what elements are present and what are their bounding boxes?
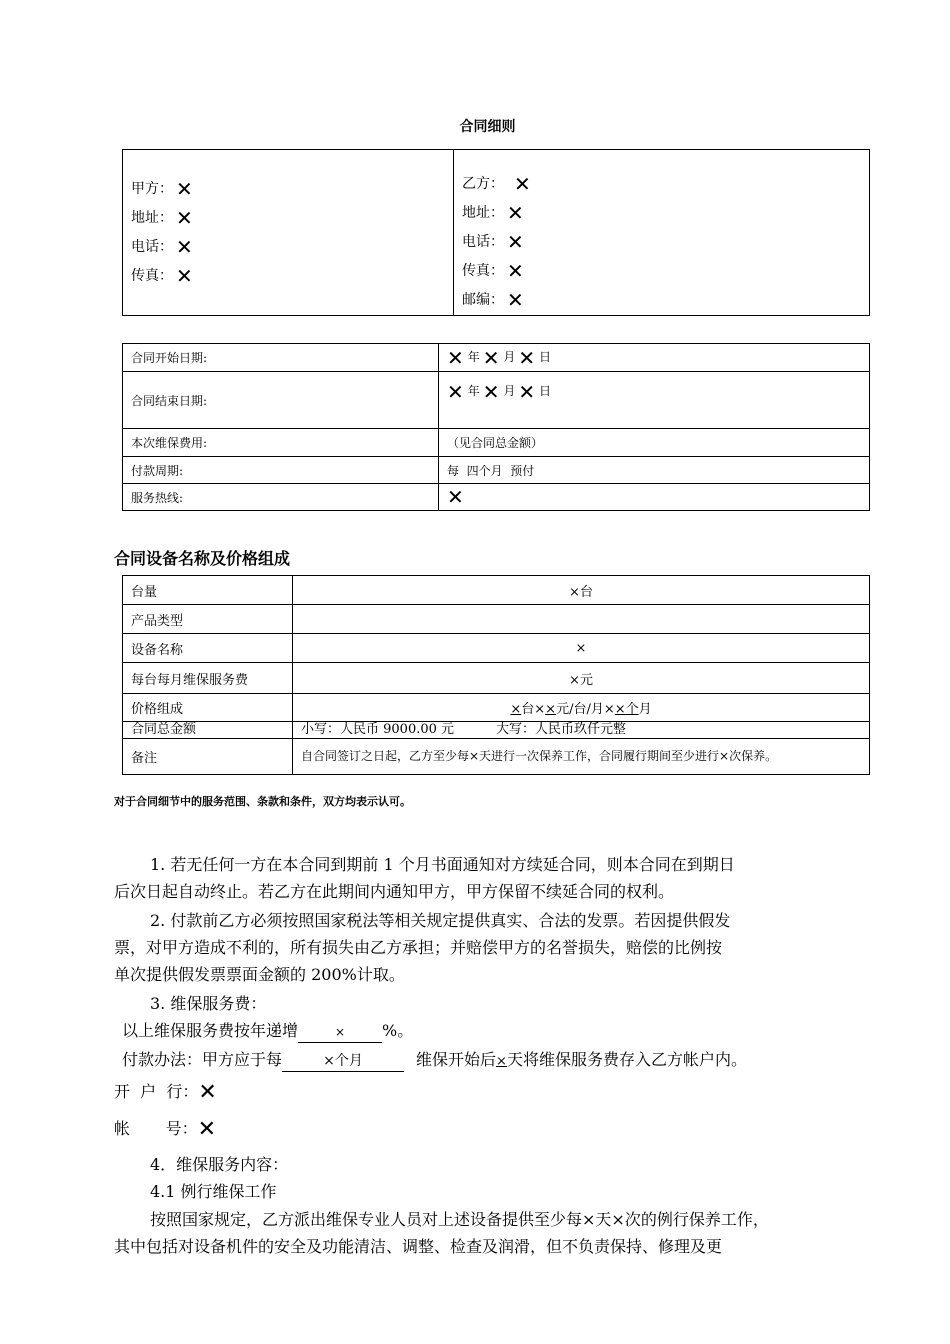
party-b-phone: 电话： ✕: [462, 230, 524, 254]
total-amount-label: 合同总金额: [123, 722, 293, 739]
section-equipment-title: 合同设备名称及价格组成: [114, 549, 291, 568]
equipment-name-value: ×: [293, 634, 870, 663]
blank-mark-icon: ✕: [514, 172, 531, 196]
payment-period-label: 付款周期:: [123, 457, 439, 484]
blank-mark-icon: ✕: [507, 201, 524, 225]
party-a-cell: [123, 150, 454, 316]
monthly-fee-label: 每台每月维保服务费: [123, 663, 293, 694]
party-a-address: 地址： ✕: [131, 206, 193, 230]
payment-interval-blank: ×个月: [282, 1051, 404, 1072]
price-composition-value: ×台××元/台/月××个月: [293, 694, 870, 722]
end-date-value: ✕ 年 ✕ 月 ✕ 日: [439, 372, 870, 429]
party-b-address: 地址： ✕: [462, 201, 524, 225]
equipment-price-table: [122, 575, 870, 775]
start-date-value: ✕ 年 ✕ 月 ✕ 日: [439, 344, 870, 372]
account-line: 帐 号：✕: [114, 1116, 217, 1142]
blank-mark-icon: ✕: [197, 1116, 217, 1142]
blank-mark-icon: ✕: [447, 485, 464, 509]
payment-period-value: 每 四个月 预付: [439, 457, 870, 484]
remark-label: 备注: [123, 739, 293, 775]
party-b-cell: [454, 150, 870, 316]
end-date-label: 合同结束日期:: [123, 372, 439, 429]
product-type-value: [293, 605, 870, 634]
clause-3-payment: 付款办法：甲方应于每 ×个月 维保开始后×天将维保服务费存入乙方帐户内。: [122, 1046, 747, 1075]
price-composition-label: 价格组成: [123, 694, 293, 722]
bank-line: 开 户 行：✕: [114, 1079, 217, 1105]
fee-label: 本次维保费用:: [123, 429, 439, 457]
total-amount-value: 小写：人民币 9000.00 元 大写：人民币玖仟元整: [293, 722, 870, 739]
acknowledgement-note: 对于合同细节中的服务范围、条款和条件，双方均表示认可。: [114, 795, 411, 808]
clause-2-line-1: 2. 付款前乙方必须按照国家税法等相关规定提供真实、合法的发票。若因提供假发: [150, 911, 731, 930]
blank-mark-icon: ✕: [447, 345, 464, 370]
blank-mark-icon: ✕: [176, 177, 193, 201]
blank-mark-icon: ✕: [507, 288, 524, 312]
blank-mark-icon: ✕: [482, 345, 500, 370]
blank-mark-icon: ✕: [176, 264, 193, 288]
party-b-name: 乙方： ✕: [462, 172, 531, 196]
blank-mark-icon: ✕: [518, 345, 536, 370]
party-b-fax: 传真： ✕: [462, 259, 524, 283]
remark-value: 自合同签订之日起，乙方至少每×天进行一次保养工作，合同履行期间至少进行×次保养。: [293, 739, 870, 775]
hotline-value: [439, 484, 870, 511]
clause-3-title: 3. 维保服务费：: [150, 994, 267, 1013]
party-a-name: 甲方： ✕: [131, 177, 193, 201]
blank-mark-icon: ✕: [507, 259, 524, 283]
clause-1-line-1: 1. 若无任何一方在本合同到期前 1 个月书面通知对方续延合同，则本合同在到期日: [150, 855, 735, 874]
qty-label: 台量: [123, 576, 293, 605]
hotline-label: 服务热线:: [123, 484, 439, 511]
equipment-name-label: 设备名称: [123, 634, 293, 663]
blank-mark-icon: ✕: [507, 230, 524, 254]
contract-dates-table: [122, 343, 870, 511]
fee-value: （见合同总金额）: [439, 429, 870, 457]
party-a-fax: 传真： ✕: [131, 264, 193, 288]
blank-mark-icon: ✕: [176, 235, 193, 259]
clause-2-line-2: 票，对甲方造成不利的，所有损失由乙方承担；并赔偿甲方的名誉损失，赔偿的比例按: [114, 938, 723, 957]
monthly-fee-value: ×元: [293, 663, 870, 694]
clause-4-1-line-2: 其中包括对设备机件的安全及功能清洁、调整、检查及润滑，但不负责保持、修理及更: [114, 1237, 723, 1256]
party-a-phone: 电话： ✕: [131, 235, 193, 259]
qty-value: ×台: [293, 576, 870, 605]
blank-mark-icon: ✕: [447, 379, 464, 404]
blank-mark-icon: ✕: [482, 379, 500, 404]
clause-3-increase: 以上维保服务费按年递增 × %。: [122, 1017, 413, 1044]
blank-mark-icon: ✕: [518, 379, 536, 404]
blank-mark-icon: ✕: [176, 206, 193, 230]
clause-4-1-line-1: 按照国家规定，乙方派出维保专业人员对上述设备提供至少每×天×次的例行保养工作，: [150, 1210, 769, 1229]
clause-1-line-2: 后次日起自动终止。若乙方在此期间内通知甲方，甲方保留不续延合同的权利。: [114, 882, 675, 901]
start-date-label: 合同开始日期:: [123, 344, 439, 372]
product-type-label: 产品类型: [123, 605, 293, 634]
clause-2-line-3: 单次提供假发票票面金额的 200%计取。: [114, 965, 405, 984]
party-b-zip: 邮编： ✕: [462, 288, 524, 312]
blank-mark-icon: ✕: [198, 1079, 217, 1105]
increase-rate-blank: ×: [298, 1022, 382, 1043]
clause-4-1-title: 4.1 例行维保工作: [150, 1182, 277, 1201]
clause-4-title: 4．维保服务内容：: [150, 1155, 289, 1174]
page-title: 合同细则: [459, 119, 516, 135]
parties-table: [122, 149, 870, 316]
